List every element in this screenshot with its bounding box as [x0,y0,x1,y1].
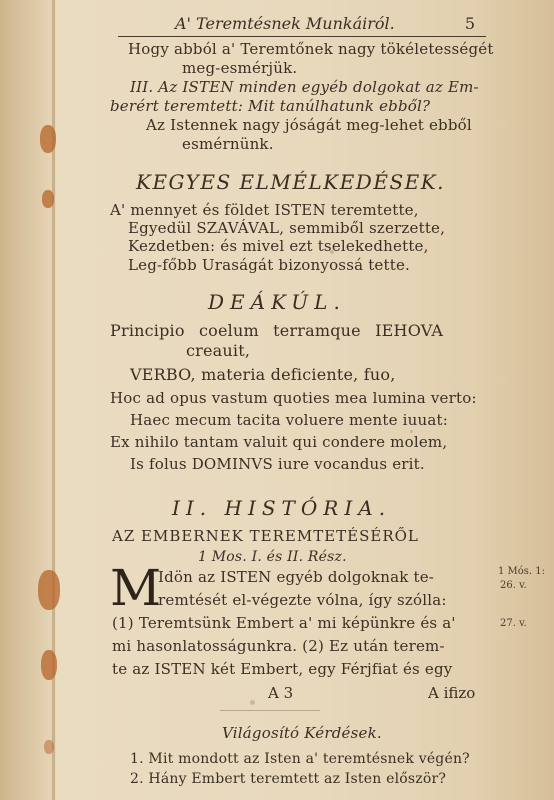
verse-line: VERBO, materia deficiente, fuo, [130,365,396,384]
margin-note: 1 Mós. 1: [498,566,546,577]
foxing-spot [250,700,255,705]
questions-heading: Világosító Kérdések. [222,724,382,742]
verse-line: Is folus DOMINVS iure vocandus erit. [130,455,425,473]
text-line: III. Az ISTEN minden egyéb dolgokat az Em- [130,78,479,96]
text-line: berért teremtett: Mit tanúlhatunk ebből? [110,97,431,115]
verse-line: creauit, [186,341,251,360]
rust-stain [42,190,54,208]
question-item: 1. Mit mondott az Isten a' teremtésnek végén? [130,751,470,767]
verse-line: Hoc ad opus vastum quoties mea lumina verto: [110,389,477,407]
page-gutter [0,0,56,800]
text-line: Az Istennek nagy jóságát meg-lehet ebből [146,116,472,134]
rust-stain [40,125,56,153]
text-line: Hogy abból a' Teremtőnek nagy tökéletességét [128,40,494,58]
verse-line: Kezdetben: és mivel ezt tselekedhette, [128,237,429,255]
text-line: meg-esmérjük. [182,59,298,77]
section-subtitle: AZ EMBERNEK TEREMTETÉSÉRŐL [112,527,419,545]
running-head [130,14,475,36]
drop-cap: M [110,559,162,617]
verse-line: Leg-főbb Uraságát bizonyossá tette. [128,256,411,274]
signature-mark: A 3 [268,684,294,702]
rust-stain [41,650,57,680]
scripture-reference: 1 Mos. I. és II. Rész. [198,549,347,565]
text-line: te az ISTEN két Embert, egy Férjfiat és egy [112,660,453,678]
rust-stain [38,570,60,610]
margin-note: 26. v. [500,580,527,591]
rust-stain [44,740,54,754]
text-line: esmérnünk. [182,135,274,153]
running-title: A' Teremtésnek Munkáiról. [175,14,395,33]
section-heading: DEÁKÚL. [208,290,346,314]
page-number: 5 [464,14,475,33]
verse-line: A' mennyet és földet ISTEN teremtette, [110,201,419,219]
margin-note: 27. v. [500,618,527,629]
text-line: remtését el-végezte vólna, így szólla: [158,591,447,609]
catchword: A ifizo [428,684,476,702]
verse-line: Ex nihilo tantam valuit qui condere molem, [110,433,448,451]
section-heading: KEGYES ELMÉLKEDÉSEK. [136,170,446,194]
header-rule [118,36,486,37]
verse-line: Egyedül SZAVÁVAL, semmiből szerzette, [128,219,446,237]
section-heading: II. HISTÓRIA. [172,496,392,520]
question-item: 2. Hány Embert teremtett az Isten először? [130,771,447,787]
divider [220,710,320,711]
text-line: mi hasonlatosságunkra. (2) Ez után terem- [112,637,445,655]
page-fold [52,0,55,800]
verse-line: Principio coelum terramque IEHOVA [110,321,444,340]
text-line: (1) Teremtsünk Embert a' mi képünkre és a' [112,614,456,632]
text-line: Idön az ISTEN egyéb dolgoknak te- [158,568,435,586]
verse-line: Haec mecum tacita voluere mente iuuat: [130,411,448,429]
